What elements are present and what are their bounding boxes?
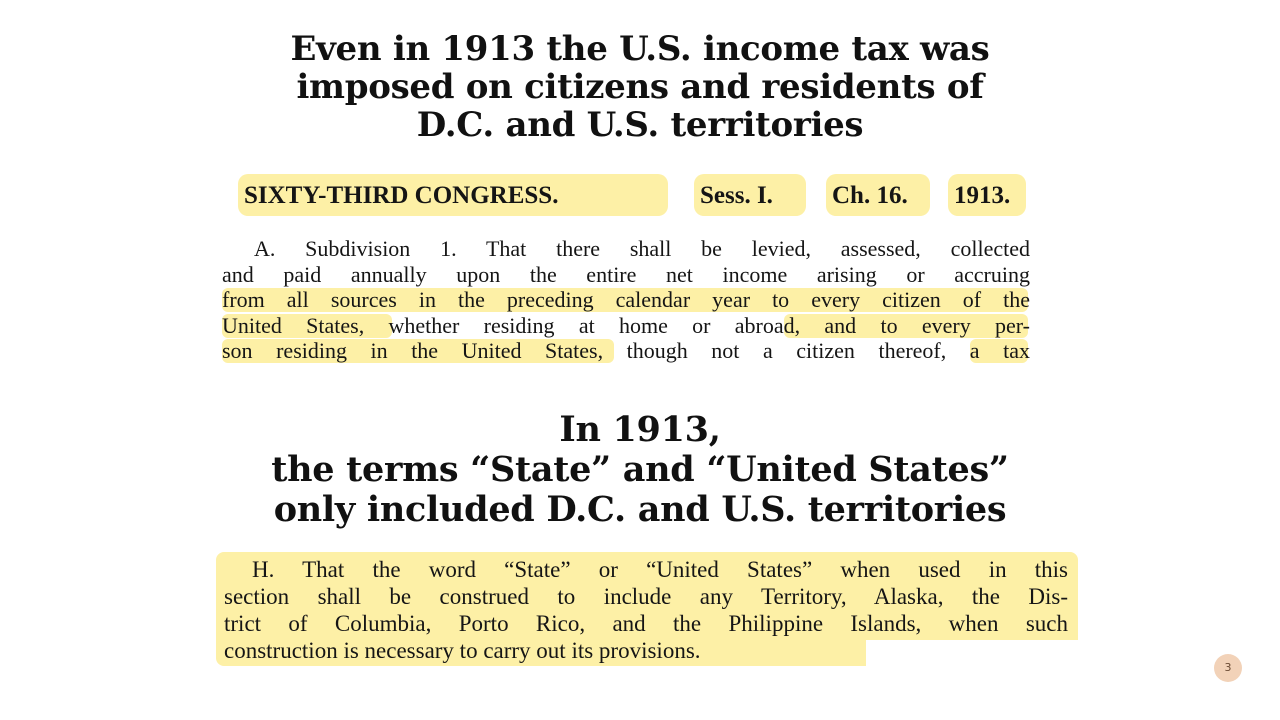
statute-paragraph-a — [222, 236, 1030, 364]
paragraph-a-line-2: and paid annually upon the entire net income arising or accruing — [222, 261, 1030, 287]
highlight-tail-mask — [866, 640, 1078, 666]
paragraph-h-line-1: H. That the word “State” or “United States” when used in this — [252, 557, 1068, 582]
paragraph-a-line — [222, 313, 1030, 339]
paragraph-a-line — [222, 287, 1030, 313]
paragraph-h-line-3: trict of Columbia, Porto Rico, and the Philippine Islands, when such — [224, 611, 1068, 636]
bottom-title-line-1: In 1913, — [559, 409, 721, 450]
paragraph-a-line-3: from all sources in the preceding calendar year to every citizen of the — [222, 287, 1030, 312]
top-title-line-2: imposed on citizens and residents of — [296, 67, 984, 107]
bottom-title-line-3: only included D.C. and U.S. territories — [273, 489, 1007, 530]
paragraph-a-line — [222, 338, 1030, 364]
statute-heading — [238, 174, 1028, 218]
statute-congress: SIXTY-THIRD CONGRESS. — [238, 174, 668, 216]
paragraph-a-line — [222, 236, 1030, 262]
statute-session: Sess. I. — [694, 174, 806, 216]
statute-chapter: Ch. 16. — [826, 174, 930, 216]
page-number-badge: 3 — [1214, 654, 1242, 682]
paragraph-a-line — [222, 262, 1030, 288]
paragraph-a-line-1: A. Subdivision 1. That there shall be levied, assessed, collected — [254, 236, 1030, 261]
top-title — [0, 30, 1280, 144]
top-title-line-1: Even in 1913 the U.S. income tax was — [290, 29, 990, 69]
statute-year: 1913. — [948, 174, 1026, 216]
paragraph-a-line-5: son residing in the United States, though not a citizen thereof, a tax — [222, 338, 1030, 363]
paragraph-a-line-4: United States, whether residing at home or abroad, and to every per- — [222, 312, 1030, 338]
bottom-title-line-2: the terms “State” and “United States” — [271, 449, 1009, 490]
bottom-title — [0, 410, 1280, 530]
top-title-line-3: D.C. and U.S. territories — [416, 105, 864, 145]
paragraph-h-line-2: section shall be construed to include any Territory, Alaska, the Dis- — [224, 584, 1068, 609]
paragraph-h-line-4: construction is necessary to carry out its provisions. — [224, 638, 701, 663]
